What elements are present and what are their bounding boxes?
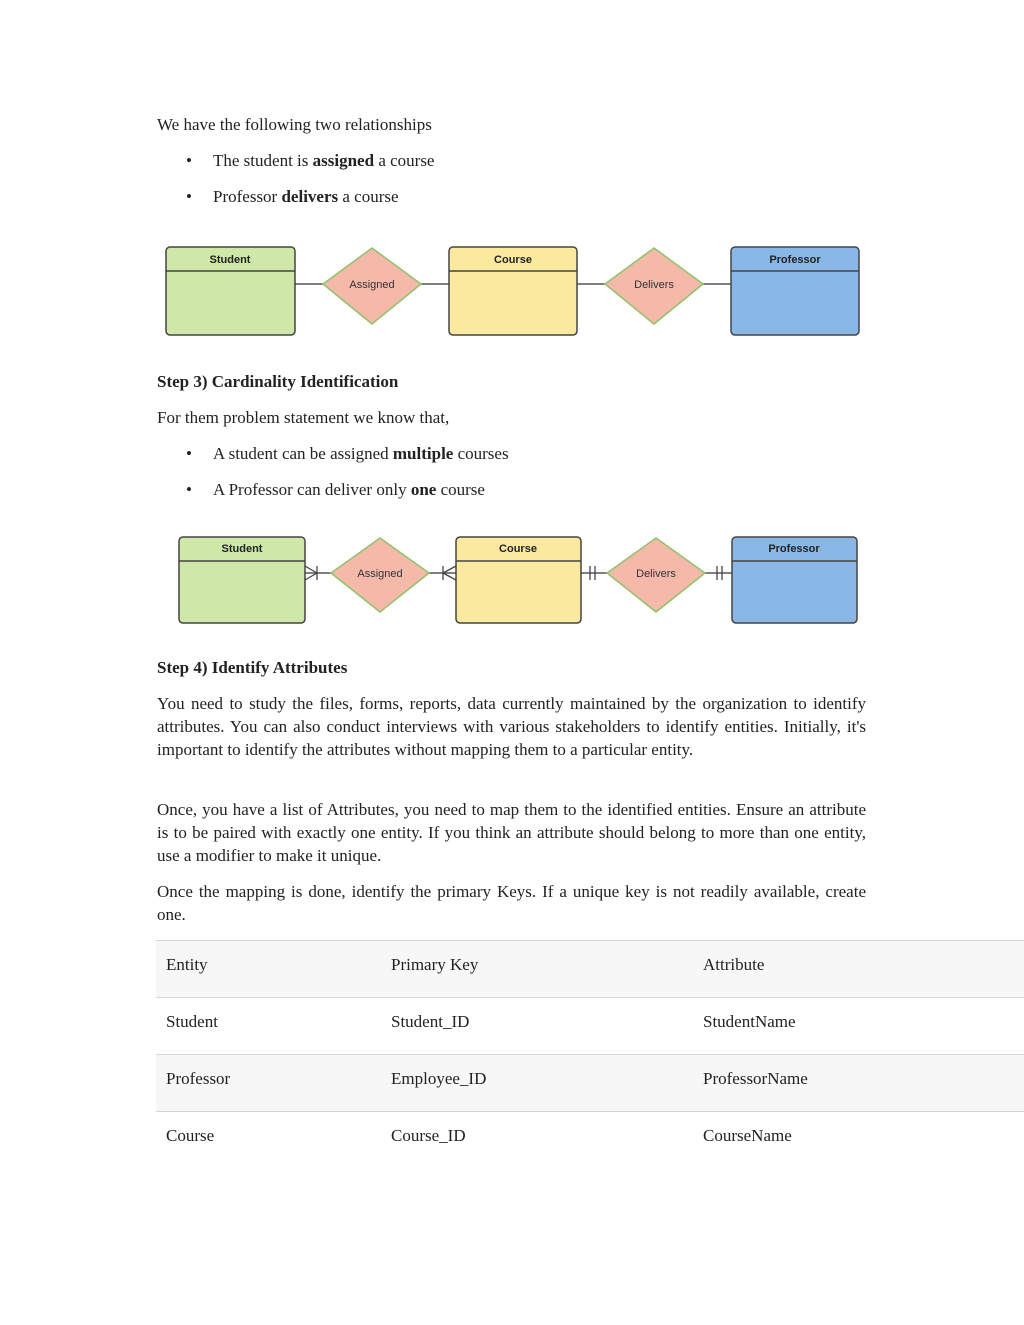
intro-text: We have the following two relationships: [157, 115, 432, 134]
entity-title: Course: [499, 543, 537, 555]
entity-course: [449, 247, 577, 335]
bullet-text: Professor: [213, 187, 282, 206]
relation-assigned: [323, 248, 421, 324]
bullet-dot: •: [186, 480, 192, 499]
entity-title: Professor: [768, 543, 820, 555]
table-cell: ProfessorName: [703, 1069, 808, 1088]
entity-student: [166, 247, 295, 335]
bullet-bold: one: [410, 480, 437, 499]
bullet-text: courses: [453, 444, 509, 463]
table-cell: Professor: [166, 1069, 231, 1088]
table-header-cell: Primary Key: [391, 955, 479, 974]
table-row: [156, 997, 1024, 1054]
table-cell: StudentName: [703, 1012, 796, 1031]
er-diagram-basic: [0, 240, 1024, 340]
entity-professor: [731, 247, 859, 335]
relation-label: Assigned: [357, 568, 403, 580]
bullet-text: a course: [374, 151, 435, 170]
cardinality-bullet: [186, 442, 509, 465]
step4-heading: Step 4) Identify Attributes: [157, 658, 348, 677]
table-cell: Course: [166, 1126, 215, 1145]
bullet-dot: •: [186, 187, 192, 206]
entity-professor: [732, 537, 857, 623]
table-header-row: [156, 940, 1024, 997]
bullet-text: course: [436, 480, 485, 499]
relation-assigned: [331, 538, 429, 612]
entity-student: [179, 537, 305, 623]
table-row: [156, 1054, 1024, 1111]
step3-lead: For them problem statement we know that,: [157, 408, 450, 427]
entity-title: Student: [221, 543, 263, 555]
entity-course: [456, 537, 581, 623]
entity-title: Professor: [769, 254, 821, 266]
entity-title: Student: [209, 254, 251, 266]
step4-paragraph: You need to study the files, forms, reports, data currently maintained by the organization to identify attributes. You can also conduct interviews with various stakeholders to identify entities. Initially, it's important to identify the attributes without mapping them to a particular entity.: [157, 694, 866, 759]
bullet-text: a course: [338, 187, 399, 206]
bullet-dot: •: [186, 444, 192, 463]
relation-delivers: [607, 538, 705, 612]
table-header-cell: Attribute: [703, 955, 765, 974]
bullet-dot: •: [186, 151, 192, 170]
step4-paragraph: Once, you have a list of Attributes, you need to map them to the identified entities. Ensure an attribute is to be paired with exactly one entity. If you think an attribute should belong to more than one entity, use a modifier to make it unique.: [157, 800, 866, 865]
relation-label: Delivers: [636, 568, 676, 580]
bullet-text: A Professor can deliver only: [213, 480, 411, 499]
bullet-text: A student can be assigned: [213, 444, 393, 463]
entity-title: Course: [494, 254, 532, 266]
er-diagram-cardinality: [0, 530, 1024, 630]
bullet-bold: assigned: [312, 151, 375, 170]
relationship-bullet: [186, 149, 434, 172]
table-cell: Course_ID: [391, 1126, 466, 1145]
step3-heading: Step 3) Cardinality Identification: [157, 372, 399, 391]
relation-label: Delivers: [634, 279, 674, 291]
bullet-bold: multiple: [392, 444, 454, 463]
bullet-text: The student is: [213, 151, 313, 170]
table-header-cell: Entity: [166, 955, 208, 974]
bullet-bold: delivers: [281, 187, 339, 206]
table-cell: Student: [166, 1012, 218, 1031]
step4-paragraph: Once the mapping is done, identify the primary Keys. If a unique key is not readily available, create one.: [157, 882, 866, 924]
attributes-table: [156, 940, 1024, 1168]
relationship-bullet: [186, 185, 399, 208]
table-cell: Employee_ID: [391, 1069, 487, 1088]
cardinality-bullet: [186, 478, 485, 501]
table-row: [156, 1111, 1024, 1168]
table-cell: Student_ID: [391, 1012, 470, 1031]
relation-label: Assigned: [349, 279, 395, 291]
relation-delivers: [605, 248, 703, 324]
table-cell: CourseName: [703, 1126, 792, 1145]
